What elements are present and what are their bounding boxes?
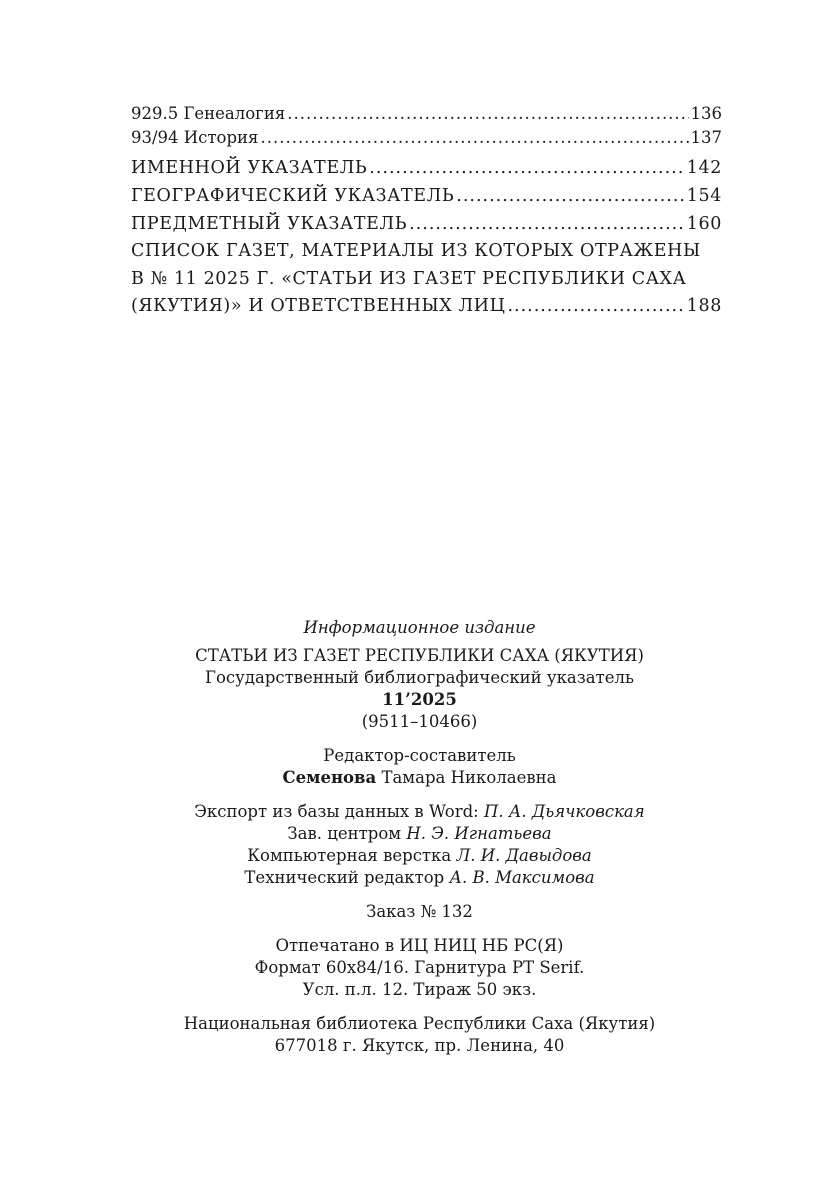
head-label: Зав. центром [287, 824, 402, 843]
toc-entry-title-line-1: СПИСОК ГАЗЕТ, МАТЕРИАЛЫ ИЗ КОТОРЫХ ОТРАЖЕНЫ [131, 241, 701, 261]
toc-dot-leader [456, 182, 685, 210]
edition-type: Информационное издание [303, 618, 536, 637]
toc-dot-leader [260, 126, 688, 150]
toc-entry-last-line [131, 293, 722, 321]
issue-number: 11’2025 [382, 690, 457, 709]
toc-dot-leader [287, 102, 688, 126]
layout-person: Л. И. Давыдова [456, 846, 592, 865]
toc-entry-title-line-2: В № 11 2025 Г. «СТАТЬИ ИЗ ГАЗЕТ РЕСПУБЛИКИ САХА [131, 268, 687, 289]
toc-entry-subject-index [131, 210, 722, 238]
toc-entry-newspapers [131, 238, 722, 321]
toc-page-number: 142 [686, 158, 722, 178]
toc-entry-title-line-3: (ЯКУТИЯ)» И ОТВЕТСТВЕННЫХ ЛИЦ [131, 296, 506, 316]
editor-label: Редактор-составитель [323, 746, 516, 765]
toc-entry-title: 929.5 Генеалогия [131, 104, 286, 123]
tech-editor-label: Технический редактор [244, 868, 445, 887]
table-of-contents [131, 102, 722, 321]
toc-page-number: 188 [686, 296, 722, 316]
order-number: Заказ № 132 [366, 902, 473, 921]
layout-label: Компьютерная верстка [247, 846, 452, 865]
toc-dot-leader [409, 210, 685, 238]
library-address: 677018 г. Якутск, пр. Ленина, 40 [274, 1036, 565, 1055]
printed-at: Отпечатано в ИЦ НИЦ НБ РС(Я) [275, 936, 564, 955]
export-person: П. А. Дьячковская [483, 802, 645, 821]
toc-entry-title: ГЕОГРАФИЧЕСКИЙ УКАЗАТЕЛЬ [131, 186, 455, 206]
export-label: Экспорт из базы данных в Word: [194, 802, 479, 821]
toc-page-number: 137 [690, 128, 722, 147]
editor-given-name: Тамара Николаевна [381, 768, 557, 787]
publication-subtitle: Государственный библиографический указатель [205, 668, 634, 687]
publication-title: СТАТЬИ ИЗ ГАЗЕТ РЕСПУБЛИКИ САХА (ЯКУТИЯ) [195, 646, 644, 665]
entry-range: (9511–10466) [361, 712, 478, 731]
editor-surname: Семенова [282, 768, 377, 787]
toc-page-number: 154 [686, 186, 722, 206]
tech-editor-credit [0, 867, 839, 889]
tech-editor-person: А. В. Максимова [449, 868, 595, 887]
toc-entry-title: ПРЕДМЕТНЫЙ УКАЗАТЕЛЬ [131, 214, 408, 234]
toc-entry-name-index [131, 154, 722, 182]
library-name: Национальная библиотека Республики Саха (Якутия) [183, 1014, 656, 1033]
print-format: Формат 60х84/16. Гарнитура PT Serif. [254, 958, 585, 977]
toc-dot-leader [507, 293, 684, 321]
head-credit [0, 823, 839, 845]
export-credit [0, 801, 839, 823]
toc-page-number: 136 [690, 104, 722, 123]
toc-entry-title: ИМЕННОЙ УКАЗАТЕЛЬ [131, 158, 368, 178]
toc-entry-genealogy [131, 102, 722, 126]
toc-dot-leader [369, 154, 685, 182]
toc-page-number: 160 [686, 214, 722, 234]
toc-entry-history [131, 126, 722, 150]
layout-credit [0, 845, 839, 867]
print-run: Усл. п.л. 12. Тираж 50 экз. [302, 980, 537, 999]
editor-name [0, 767, 839, 789]
toc-entry-title: 93/94 История [131, 128, 259, 147]
imprint-block [0, 617, 839, 1057]
toc-entry-geo-index [131, 182, 722, 210]
head-person: Н. Э. Игнатьева [406, 824, 552, 843]
